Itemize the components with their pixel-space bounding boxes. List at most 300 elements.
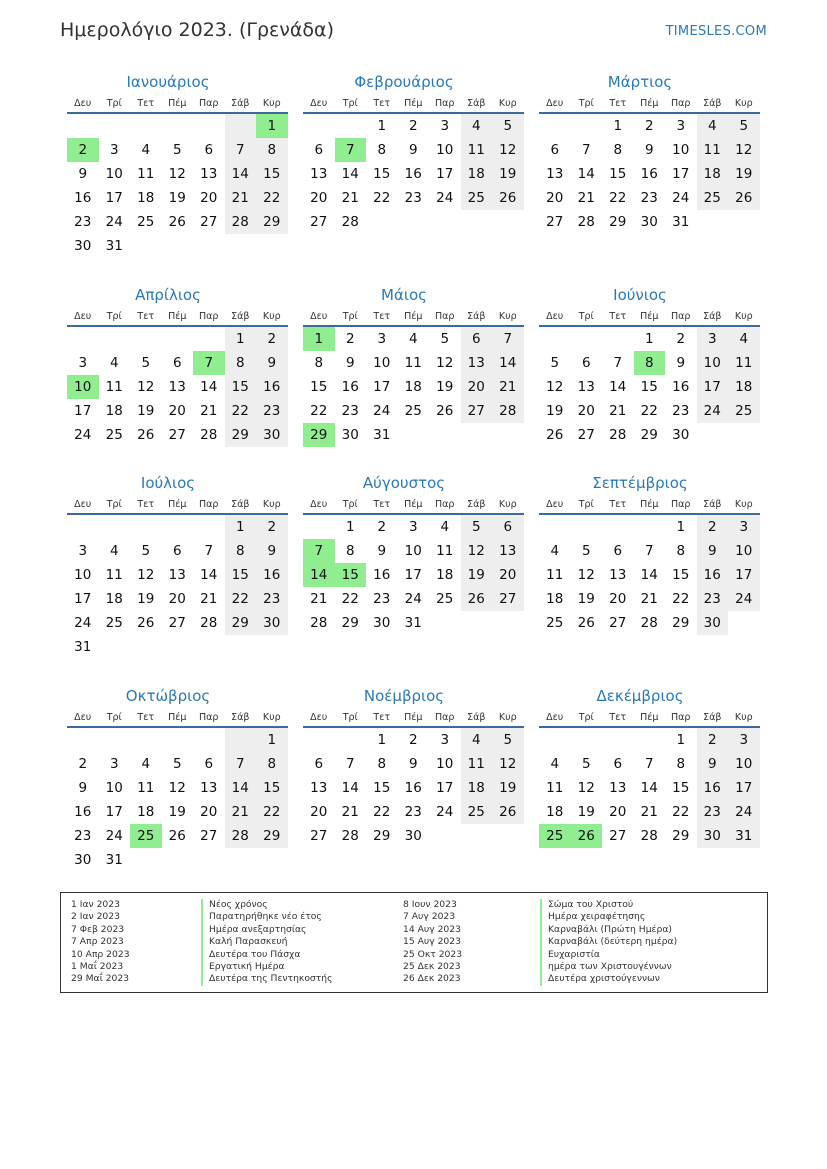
- day-cell: 8: [613, 142, 623, 158]
- empty-cell: [634, 728, 666, 752]
- weekday-header: Παρ: [193, 92, 225, 114]
- empty-cell: [99, 114, 131, 138]
- weekday-header: Πέμ: [398, 706, 430, 728]
- legend-dates-col2: [403, 899, 462, 986]
- day-cell: 11: [105, 379, 123, 395]
- day-cell: 19: [137, 591, 155, 607]
- day-cell: 10: [728, 752, 760, 776]
- day-cell: 25: [105, 615, 123, 631]
- day-cell: 19: [168, 804, 186, 820]
- empty-cell: [335, 114, 367, 138]
- empty-cell: [193, 515, 225, 539]
- weekday-header: Παρ: [665, 305, 697, 327]
- weekday-header: Κυρ: [492, 305, 524, 327]
- day-cell: 6: [314, 756, 324, 772]
- day-cell: 8: [377, 756, 387, 772]
- day-cell: 3: [440, 732, 450, 748]
- weekday-header: Κυρ: [256, 493, 288, 515]
- day-cell: 13: [310, 166, 328, 182]
- empty-cell: [225, 728, 257, 752]
- empty-cell: [99, 327, 131, 351]
- empty-cell: [225, 114, 257, 138]
- day-cell: 16: [256, 563, 288, 587]
- day-cell: 29: [640, 427, 658, 443]
- day-cell: 19: [577, 591, 595, 607]
- day-cell: 5: [492, 114, 524, 138]
- day-cell: 16: [697, 776, 729, 800]
- weekday-header: Σάβ: [225, 706, 257, 728]
- day-cell: 31: [74, 639, 92, 655]
- weekday-header: Σάβ: [461, 305, 493, 327]
- day-cell: 18: [546, 804, 564, 820]
- day-cell: 12: [168, 780, 186, 796]
- empty-cell: [130, 728, 162, 752]
- day-cell: 28: [341, 828, 359, 844]
- month-name: Μάιος: [381, 286, 427, 304]
- holiday-day-cell: 26: [571, 824, 603, 848]
- day-cell: 23: [404, 190, 422, 206]
- day-cell: 23: [697, 800, 729, 824]
- day-cell: 15: [640, 379, 658, 395]
- day-cell: 6: [613, 543, 623, 559]
- day-cell: 8: [676, 543, 686, 559]
- day-cell: 3: [728, 728, 760, 752]
- month-name: Δεκέμβριος: [596, 687, 684, 705]
- holiday-day-cell: 10: [67, 375, 99, 399]
- month-grid: [539, 493, 752, 635]
- day-cell: 13: [310, 780, 328, 796]
- day-cell: 27: [168, 427, 186, 443]
- day-cell: 21: [200, 403, 218, 419]
- day-cell: 11: [461, 752, 493, 776]
- holiday-day-cell: 8: [634, 351, 666, 375]
- weekday-header: Παρ: [665, 92, 697, 114]
- day-cell: 22: [256, 800, 288, 824]
- holiday-legend: [60, 892, 768, 993]
- day-cell: 1: [256, 728, 288, 752]
- day-cell: 4: [461, 728, 493, 752]
- weekday-header: Σάβ: [461, 92, 493, 114]
- day-cell: 28: [577, 214, 595, 230]
- day-cell: 20: [168, 403, 186, 419]
- empty-cell: [303, 114, 335, 138]
- day-cell: 23: [74, 828, 92, 844]
- day-cell: 14: [492, 351, 524, 375]
- day-cell: 9: [256, 351, 288, 375]
- day-cell: 5: [172, 142, 182, 158]
- weekday-header: Πέμ: [162, 92, 194, 114]
- day-cell: 14: [341, 780, 359, 796]
- day-cell: 27: [200, 214, 218, 230]
- day-cell: 27: [168, 615, 186, 631]
- day-cell: 29: [373, 828, 391, 844]
- day-cell: 9: [256, 539, 288, 563]
- day-cell: 6: [492, 515, 524, 539]
- day-cell: 8: [377, 142, 387, 158]
- weekday-header: Σάβ: [461, 493, 493, 515]
- day-cell: 25: [461, 800, 493, 824]
- month-block: [60, 72, 280, 258]
- day-cell: 20: [310, 804, 328, 820]
- day-cell: 22: [640, 403, 658, 419]
- day-cell: 28: [640, 615, 658, 631]
- weekday-header: Τρί: [571, 92, 603, 114]
- day-cell: 7: [613, 355, 623, 371]
- day-cell: 29: [225, 423, 257, 447]
- day-cell: 18: [461, 162, 493, 186]
- day-cell: 9: [78, 166, 88, 182]
- legend-holiday-name: Ημέρα ανεξαρτησίας: [201, 924, 333, 936]
- day-cell: 12: [436, 355, 454, 371]
- empty-cell: [162, 114, 194, 138]
- day-cell: 24: [697, 399, 729, 423]
- weekday-header: Παρ: [665, 493, 697, 515]
- weekday-header: Τετ: [366, 305, 398, 327]
- day-cell: 22: [373, 804, 391, 820]
- holiday-day-cell: 1: [256, 114, 288, 138]
- day-cell: 13: [546, 166, 564, 182]
- month-grid: [67, 92, 280, 258]
- day-cell: 29: [609, 214, 627, 230]
- weekday-header: Πέμ: [162, 706, 194, 728]
- day-cell: 3: [697, 327, 729, 351]
- month-name: Αύγουστος: [362, 474, 446, 492]
- holiday-day-cell: 7: [335, 138, 367, 162]
- weekday-header: Τρί: [335, 493, 367, 515]
- day-cell: 30: [341, 427, 359, 443]
- weekday-header: Σάβ: [225, 92, 257, 114]
- legend-holiday-name: Καρναβάλι (Πρώτη Ημέρα): [540, 924, 677, 936]
- day-cell: 16: [672, 379, 690, 395]
- day-cell: 12: [577, 567, 595, 583]
- day-cell: 21: [492, 375, 524, 399]
- day-cell: 2: [377, 519, 387, 535]
- day-cell: 15: [225, 563, 257, 587]
- month-block: [60, 285, 280, 447]
- day-cell: 17: [728, 776, 760, 800]
- month-name: Μάρτιος: [607, 73, 673, 91]
- day-cell: 6: [172, 543, 182, 559]
- day-cell: 5: [461, 515, 493, 539]
- weekday-header: Τετ: [602, 493, 634, 515]
- holiday-day-cell: 14: [303, 563, 335, 587]
- legend-holiday-name: Σώμα του Χριστού: [540, 899, 677, 911]
- weekday-header: Κυρ: [728, 493, 760, 515]
- day-cell: 20: [461, 375, 493, 399]
- empty-cell: [571, 327, 603, 351]
- day-cell: 18: [461, 776, 493, 800]
- day-cell: 27: [609, 828, 627, 844]
- holiday-day-cell: 25: [539, 824, 571, 848]
- empty-cell: [67, 327, 99, 351]
- site-link[interactable]: TIMESLES.COM: [665, 24, 767, 39]
- day-cell: 31: [105, 852, 123, 868]
- day-cell: 25: [697, 186, 729, 210]
- day-cell: 5: [172, 756, 182, 772]
- month-block: [532, 285, 752, 447]
- day-cell: 17: [436, 166, 454, 182]
- day-cell: 22: [373, 190, 391, 206]
- legend-holiday-name: Νέος χρόνος: [201, 899, 333, 911]
- day-cell: 28: [492, 399, 524, 423]
- day-cell: 23: [256, 587, 288, 611]
- day-cell: 24: [105, 214, 123, 230]
- weekday-header: Δευ: [67, 493, 99, 515]
- empty-cell: [162, 515, 194, 539]
- weekday-header: Παρ: [193, 706, 225, 728]
- day-cell: 6: [550, 142, 560, 158]
- weekday-header: Δευ: [67, 305, 99, 327]
- day-cell: 18: [105, 403, 123, 419]
- weekday-header: Παρ: [193, 305, 225, 327]
- weekday-header: Πέμ: [398, 92, 430, 114]
- day-cell: 7: [644, 543, 654, 559]
- weekday-header: Παρ: [429, 493, 461, 515]
- day-cell: 18: [137, 804, 155, 820]
- day-cell: 29: [341, 615, 359, 631]
- month-name: Απρίλιος: [135, 286, 201, 304]
- legend-names-col2: [540, 899, 677, 986]
- day-cell: 4: [141, 756, 151, 772]
- weekday-header: Κυρ: [492, 92, 524, 114]
- day-cell: 5: [550, 355, 560, 371]
- day-cell: 19: [137, 403, 155, 419]
- day-cell: 4: [408, 331, 418, 347]
- month-name: Νοέμβριος: [363, 687, 445, 705]
- empty-cell: [193, 728, 225, 752]
- day-cell: 26: [492, 800, 524, 824]
- day-cell: 17: [74, 591, 92, 607]
- weekday-header: Δευ: [303, 92, 335, 114]
- day-cell: 21: [577, 190, 595, 206]
- day-cell: 9: [697, 539, 729, 563]
- empty-cell: [193, 327, 225, 351]
- day-cell: 23: [373, 591, 391, 607]
- day-cell: 24: [728, 800, 760, 824]
- day-cell: 10: [672, 142, 690, 158]
- day-cell: 17: [728, 563, 760, 587]
- day-cell: 1: [377, 118, 387, 134]
- legend-date: 7 Φεβ 2023: [71, 923, 125, 935]
- day-cell: 30: [74, 852, 92, 868]
- day-cell: 12: [137, 379, 155, 395]
- legend-holiday-name: Εργατική Ημέρα: [201, 961, 333, 973]
- day-cell: 14: [200, 567, 218, 583]
- day-cell: 9: [377, 543, 387, 559]
- empty-cell: [602, 728, 634, 752]
- empty-cell: [130, 114, 162, 138]
- day-cell: 29: [256, 210, 288, 234]
- day-cell: 22: [310, 403, 328, 419]
- day-cell: 13: [492, 539, 524, 563]
- weekday-header: Πέμ: [162, 305, 194, 327]
- day-cell: 7: [644, 756, 654, 772]
- day-cell: 13: [609, 567, 627, 583]
- day-cell: 19: [546, 403, 564, 419]
- day-cell: 11: [546, 567, 564, 583]
- day-cell: 26: [461, 587, 493, 611]
- day-cell: 13: [609, 780, 627, 796]
- day-cell: 26: [728, 186, 760, 210]
- day-cell: 16: [373, 567, 391, 583]
- day-cell: 26: [436, 403, 454, 419]
- day-cell: 11: [105, 567, 123, 583]
- day-cell: 28: [310, 615, 328, 631]
- weekday-header: Τετ: [130, 305, 162, 327]
- day-cell: 22: [672, 591, 690, 607]
- day-cell: 17: [672, 166, 690, 182]
- empty-cell: [193, 114, 225, 138]
- day-cell: 17: [697, 375, 729, 399]
- legend-date: 2 Ιαν 2023: [71, 911, 120, 923]
- day-cell: 10: [373, 355, 391, 371]
- day-cell: 21: [609, 403, 627, 419]
- day-cell: 5: [141, 543, 151, 559]
- day-cell: 31: [728, 824, 760, 848]
- day-cell: 13: [168, 567, 186, 583]
- day-cell: 20: [310, 190, 328, 206]
- day-cell: 6: [613, 756, 623, 772]
- day-cell: 20: [546, 190, 564, 206]
- day-cell: 26: [546, 427, 564, 443]
- day-cell: 16: [697, 563, 729, 587]
- day-cell: 28: [200, 427, 218, 443]
- legend-date: 26 Δεκ 2023: [403, 973, 461, 985]
- day-cell: 11: [137, 780, 155, 796]
- legend-dates-col1: [71, 899, 130, 986]
- empty-cell: [539, 114, 571, 138]
- empty-cell: [634, 515, 666, 539]
- day-cell: 21: [310, 591, 328, 607]
- day-cell: 17: [105, 190, 123, 206]
- weekday-header: Παρ: [429, 305, 461, 327]
- weekday-header: Παρ: [193, 493, 225, 515]
- empty-cell: [67, 114, 99, 138]
- day-cell: 14: [225, 162, 257, 186]
- day-cell: 13: [461, 351, 493, 375]
- day-cell: 19: [492, 162, 524, 186]
- day-cell: 16: [404, 166, 422, 182]
- legend-date: 1 Μαΐ 2023: [71, 961, 124, 973]
- day-cell: 6: [172, 355, 182, 371]
- day-cell: 21: [225, 800, 257, 824]
- day-cell: 27: [200, 828, 218, 844]
- empty-cell: [602, 515, 634, 539]
- legend-holiday-name: Καρναβάλι (δεύτερη ημέρα): [540, 936, 677, 948]
- day-cell: 5: [492, 728, 524, 752]
- day-cell: 3: [377, 331, 387, 347]
- month-name: Ιούνιος: [613, 286, 667, 304]
- legend-holiday-name: Δευτέρα του Πάσχα: [201, 949, 333, 961]
- legend-date: 7 Απρ 2023: [71, 936, 124, 948]
- day-cell: 4: [550, 756, 560, 772]
- legend-holiday-name: Ευχαριστία: [540, 949, 677, 961]
- empty-cell: [571, 728, 603, 752]
- weekday-header: Δευ: [67, 706, 99, 728]
- day-cell: 18: [697, 162, 729, 186]
- weekday-header: Σάβ: [697, 493, 729, 515]
- day-cell: 13: [200, 780, 218, 796]
- month-block: [532, 473, 752, 635]
- day-cell: 25: [105, 427, 123, 443]
- weekday-header: Τετ: [602, 706, 634, 728]
- weekday-header: Τρί: [335, 92, 367, 114]
- day-cell: 20: [200, 804, 218, 820]
- day-cell: 26: [168, 828, 186, 844]
- legend-holiday-name: Δευτέρα χριστούγεννων: [540, 973, 677, 985]
- day-cell: 30: [697, 824, 729, 848]
- day-cell: 23: [404, 804, 422, 820]
- empty-cell: [602, 327, 634, 351]
- day-cell: 12: [137, 567, 155, 583]
- day-cell: 19: [492, 776, 524, 800]
- day-cell: 13: [577, 379, 595, 395]
- day-cell: 17: [74, 403, 92, 419]
- day-cell: 26: [137, 615, 155, 631]
- day-cell: 22: [672, 804, 690, 820]
- day-cell: 27: [577, 427, 595, 443]
- day-cell: 31: [105, 238, 123, 254]
- day-cell: 8: [345, 543, 355, 559]
- day-cell: 18: [436, 567, 454, 583]
- empty-cell: [99, 515, 131, 539]
- empty-cell: [539, 728, 571, 752]
- day-cell: 5: [581, 756, 591, 772]
- weekday-header: Πέμ: [634, 706, 666, 728]
- month-grid: [303, 305, 516, 447]
- weekday-header: Τρί: [571, 305, 603, 327]
- day-cell: 11: [404, 355, 422, 371]
- legend-date: 8 Ιουν 2023: [403, 899, 457, 910]
- weekday-header: Κυρ: [256, 706, 288, 728]
- day-cell: 26: [137, 427, 155, 443]
- day-cell: 25: [404, 403, 422, 419]
- day-cell: 15: [373, 166, 391, 182]
- month-grid: [539, 305, 752, 447]
- legend-holiday-name: Καλή Παρασκευή: [201, 936, 333, 948]
- day-cell: 20: [200, 190, 218, 206]
- day-cell: 1: [676, 519, 686, 535]
- day-cell: 4: [109, 543, 119, 559]
- legend-holiday-name: Ημέρα χειραφέτησης: [540, 911, 677, 923]
- day-cell: 31: [404, 615, 422, 631]
- weekday-header: Κυρ: [728, 92, 760, 114]
- day-cell: 19: [577, 804, 595, 820]
- day-cell: 7: [225, 138, 257, 162]
- weekday-header: Τρί: [99, 493, 131, 515]
- day-cell: 22: [256, 186, 288, 210]
- day-cell: 2: [644, 118, 654, 134]
- day-cell: 10: [105, 780, 123, 796]
- weekday-header: Πέμ: [398, 305, 430, 327]
- day-cell: 3: [408, 519, 418, 535]
- month-block: [296, 285, 516, 447]
- day-cell: 28: [225, 824, 257, 848]
- month-block: [532, 686, 752, 848]
- day-cell: 7: [492, 327, 524, 351]
- weekday-header: Τετ: [366, 92, 398, 114]
- day-cell: 16: [74, 190, 92, 206]
- day-cell: 27: [461, 399, 493, 423]
- empty-cell: [539, 327, 571, 351]
- day-cell: 21: [341, 190, 359, 206]
- day-cell: 14: [609, 379, 627, 395]
- weekday-header: Σάβ: [697, 305, 729, 327]
- day-cell: 16: [74, 804, 92, 820]
- day-cell: 30: [404, 828, 422, 844]
- day-cell: 1: [345, 519, 355, 535]
- day-cell: 26: [492, 186, 524, 210]
